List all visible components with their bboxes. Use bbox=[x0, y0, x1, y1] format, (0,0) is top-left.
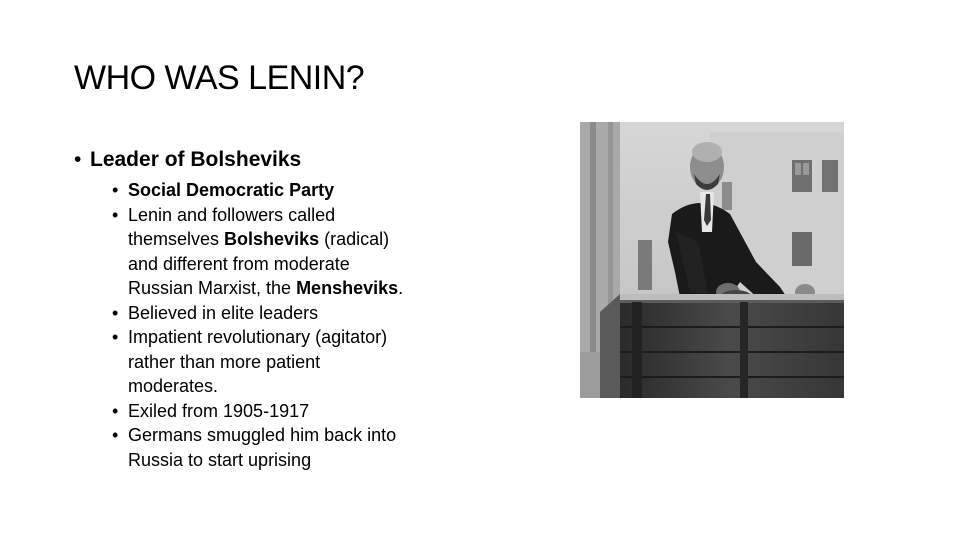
bullet-icon: • bbox=[112, 425, 119, 445]
bolsheviks-term: Bolsheviks bbox=[224, 229, 320, 249]
sub-bullet-line: Russia to start uprising bbox=[128, 449, 312, 470]
bullet-content bbox=[74, 146, 494, 472]
sub-bullet-text: Exiled from 1905-1917 bbox=[128, 400, 310, 421]
main-bullet bbox=[74, 146, 494, 174]
sub-bullet-line: Germans smuggled him back into bbox=[128, 425, 397, 445]
sub-bullet-line: rather than more patient bbox=[128, 351, 321, 372]
sub-bullet-line: moderates. bbox=[128, 376, 219, 396]
bullet-icon: • bbox=[112, 180, 119, 200]
sub-bullet-text: Believed in elite leaders bbox=[128, 302, 319, 323]
slide-title: WHO WAS LENIN? bbox=[74, 59, 365, 97]
sub-bullet-line: and different from moderate bbox=[128, 253, 350, 274]
sub-bullet-elite bbox=[74, 301, 494, 326]
mensheviks-term: Mensheviks bbox=[296, 278, 399, 298]
bullet-icon: • bbox=[112, 302, 119, 323]
sub-bullet-line: Impatient revolutionary (agitator) bbox=[128, 327, 388, 347]
sub-bullet-smuggled bbox=[74, 423, 494, 472]
bullet-icon: • bbox=[112, 204, 119, 225]
text-run: (radical) bbox=[319, 229, 390, 249]
sub-bullet-exiled bbox=[74, 399, 494, 424]
sub-bullet-line bbox=[128, 276, 494, 301]
sub-bullet-line bbox=[128, 227, 494, 252]
bullet-icon: • bbox=[74, 148, 82, 171]
sub-bullet-text: Social Democratic Party bbox=[128, 180, 335, 200]
lenin-speaking-icon bbox=[580, 122, 844, 398]
sub-bullet-impatient bbox=[74, 325, 494, 399]
bullet-icon: • bbox=[112, 327, 119, 347]
text-run: . bbox=[398, 278, 404, 298]
sub-bullet-line: Lenin and followers called bbox=[128, 204, 336, 225]
text-run: themselves bbox=[128, 229, 225, 249]
sub-bullet-party bbox=[74, 178, 494, 203]
sub-bullet-bolsheviks bbox=[74, 203, 494, 301]
text-run: Russian Marxist, the bbox=[128, 278, 297, 298]
sub-bullet-list bbox=[74, 178, 494, 472]
bullet-icon: • bbox=[112, 400, 119, 421]
lenin-photo bbox=[580, 122, 844, 398]
main-bullet-text: Leader of Bolsheviks bbox=[90, 148, 302, 171]
